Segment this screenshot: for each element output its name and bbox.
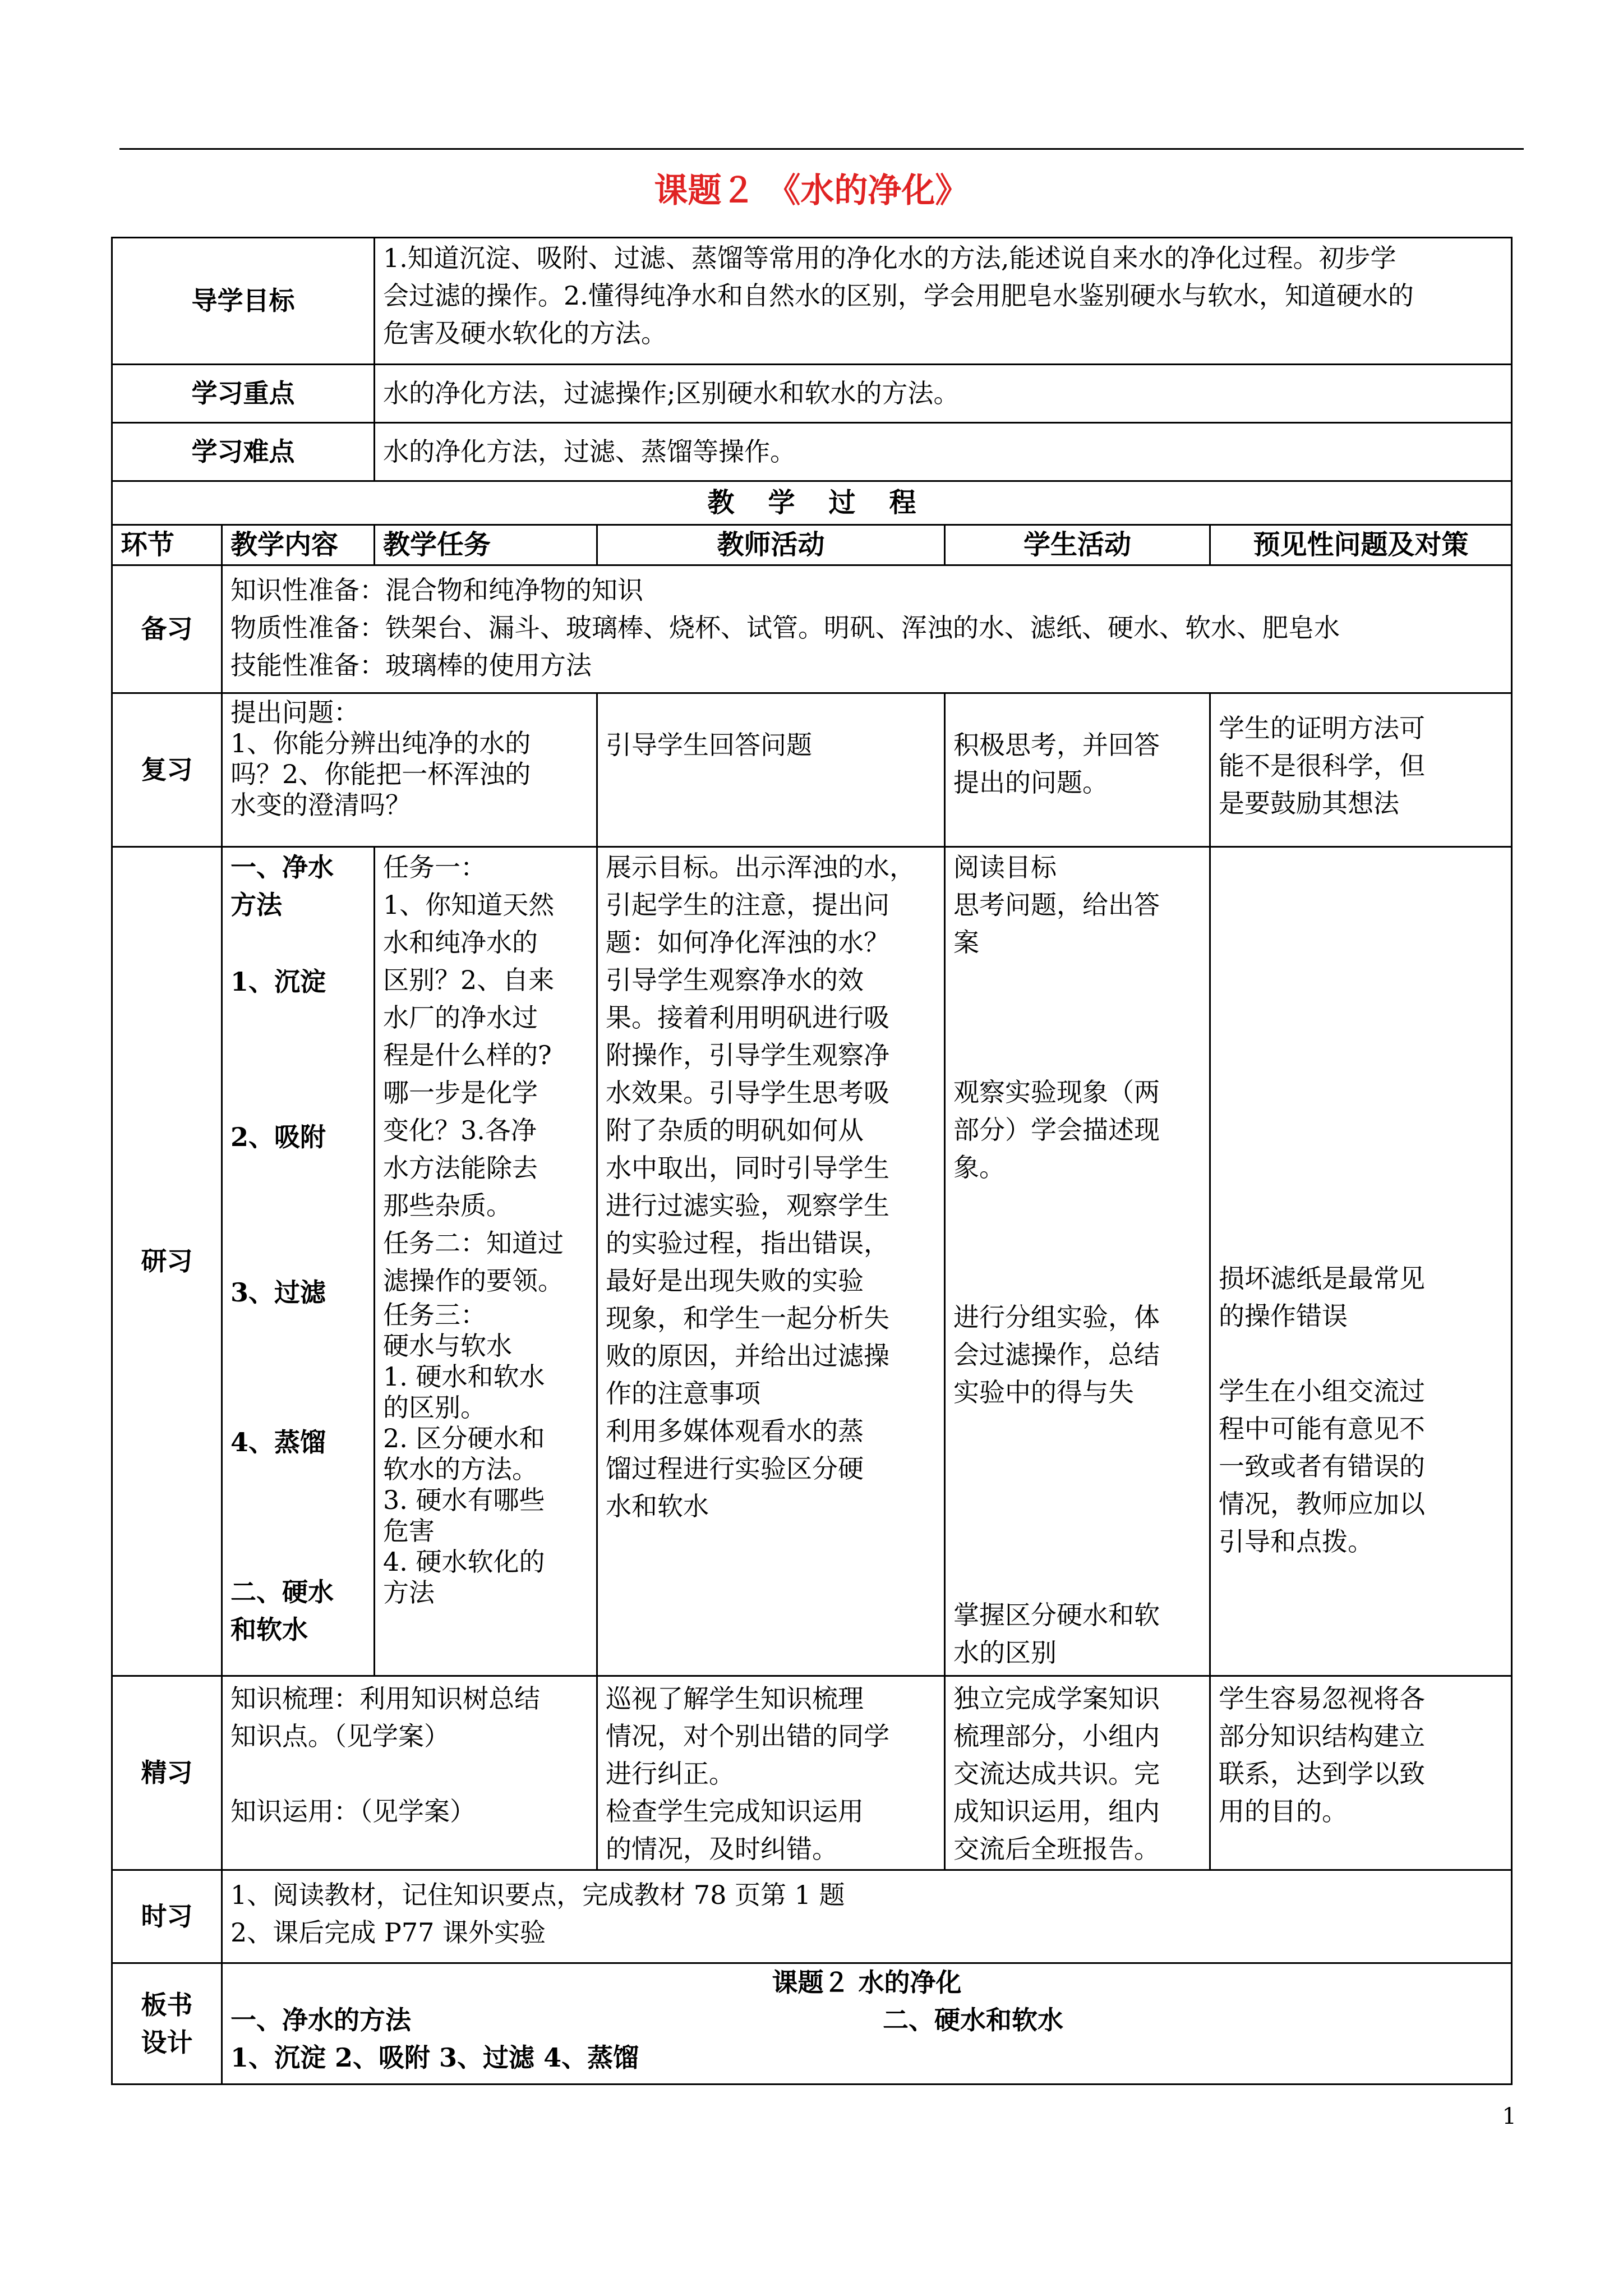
col-content: 教学内容 [222,525,375,565]
board-items: 1、沉淀 2、吸附 3、过滤 4、蒸馏 [230,2042,639,2073]
board-right-heading: 二、硬水和软水 [883,2005,1063,2035]
study-teacher: 展示目标。出示浑浊的水， 引起学生的注意，提出问 题：如何净化浑浊的水？ 引导学生观察净水的效 果。接着利用明矾进行吸 附操作，引导学生观察净 水效果。引导学生思考吸 附了杂质的明矾如何从 水中取出，同时引导学生 进行过滤实验，观察学生 的实验过程，指出错误， 最好是出现失败的实验 现象，和学生一起分析失 败的原因，并给出过滤操 作的注意事项 利用多媒体观看水的蒸 馏过程进行实验区分硬 水和软水 [597,847,945,1676]
page-number: 1 [1502,2104,1516,2129]
study-student [945,847,1210,1676]
prep-label: 备习 [112,565,222,693]
board-row [112,1963,1512,2085]
page-title: 课题２ 《水的净化》 [654,171,969,210]
goals-text: 1.知道沉淀、吸附、过滤、蒸馏等常用的净化水的方法,能述说自来水的净化过程。初步学 会过滤的操作。2.懂得纯净水和自然水的区别，学会用肥皂水鉴别硬水与软水，知道硬水的 危害及硬水软化的方法。 [375,238,1512,365]
lesson-plan-table [111,237,1513,2085]
col-student: 学生活动 [945,525,1210,565]
practice-issues: 学生容易忽视将各 部分知识结构建立 联系，达到学以致 用的目的。 [1210,1676,1512,1870]
col-teacher: 教师活动 [597,525,945,565]
goals-label: 导学目标 [112,238,375,365]
key-points-label: 学习重点 [112,365,375,423]
col-task: 教学任务 [375,525,597,565]
study-tasks-part-1: 任务一： 1、你知道天然 水和纯净水的 区别？2、自来 水厂的净水过 程是什么样的? 哪一步是化学 变化？3.各净 水方法能除去 那些杂质。 任务二：知道过 滤操作的要领。 [383,852,564,1296]
homework-row [112,1870,1512,1963]
header-rule [119,148,1524,150]
study-content: 一、净水 方法 1、沉淀 2、吸附 3、过滤 4、蒸馏 二、硬水 和软水 [222,847,375,1676]
study-row [112,847,1512,1676]
homework-text: 1、阅读教材，记住知识要点，完成教材 78 页第 1 题 2、课后完成 P77 课外实验 [222,1870,1512,1963]
review-content: 提出问题： 1、你能分辨出纯净的水的 吗？2、你能把一杯浑浊的 水变的澄清吗？ [222,693,597,847]
board-design [222,1963,1512,2085]
study-student-part-3: 进行分组实验，体 会过滤操作，总结 实验中的得与失 [953,1302,1160,1407]
practice-student: 独立完成学案知识 梳理部分，小组内 交流达成共识。完 成知识运用，组内 交流后全班报告。 [945,1676,1210,1870]
review-teacher: 引导学生回答问题 [597,693,945,847]
board-title: 课题２ 水的净化 [772,1967,962,1998]
homework-label: 时习 [112,1870,222,1963]
study-label: 研习 [112,847,222,1676]
study-student-part-2: 观察实验现象（两 部分）学会描述现 象。 [953,1077,1160,1182]
goals-row [112,238,1512,365]
prep-row [112,565,1512,693]
review-label: 复习 [112,693,222,847]
process-title-row [112,481,1512,525]
study-tasks-part-2: 任务三： 硬水与软水 1. 硬水和软水 的区别。 2. 区分硬水和 软水的方法。 3. 硬水有哪些 危害 4. 硬水软化的 方法 [383,1300,545,1608]
column-header-row [112,525,1512,565]
study-issues-part-2: 学生在小组交流过 程中可能有意见不 一致或者有错误的 情况，教师应加以 引导和点拨。 [1219,1376,1425,1557]
study-tasks [375,847,597,1676]
difficulties-row [112,423,1512,481]
study-issues [1210,847,1512,1676]
practice-content: 知识梳理：利用知识树总结 知识点。（见学案） 知识运用：（见学案） [222,1676,597,1870]
col-stage: 环节 [112,525,222,565]
col-issues: 预见性问题及对策 [1210,525,1512,565]
prep-text: 知识性准备：混合物和纯净物的知识 物质性准备：铁架台、漏斗、玻璃棒、烧杯、试管。明矾、浑浊的水、滤纸、硬水、软水、肥皂水 技能性准备：玻璃棒的使用方法 [222,565,1512,693]
difficulties-text: 水的净化方法，过滤、蒸馏等操作。 [375,423,1512,481]
difficulties-label: 学习难点 [112,423,375,481]
review-student: 积极思考，并回答 提出的问题。 [945,693,1210,847]
key-points-row [112,365,1512,423]
practice-label: 精习 [112,1676,222,1870]
study-student-part-1: 阅读目标 思考问题，给出答 案 [953,852,1160,958]
study-student-part-4: 掌握区分硬水和软 水的区别 [953,1600,1160,1668]
board-left-heading: 一、净水的方法 [230,2005,411,2035]
process-title: 教学过程 [707,487,950,518]
practice-teacher: 巡视了解学生知识梳理 情况，对个别出错的同学 进行纠正。 检查学生完成知识运用 的情况，及时纠错。 [597,1676,945,1870]
review-issues: 学生的证明方法可 能不是很科学，但 是要鼓励其想法 [1210,693,1512,847]
key-points-text: 水的净化方法，过滤操作;区别硬水和软水的方法。 [375,365,1512,423]
review-row [112,693,1512,847]
study-issues-part-1: 损坏滤纸是最常见 的操作错误 [1219,1263,1425,1331]
practice-row [112,1676,1512,1870]
board-label: 板书 设计 [112,1963,222,2085]
